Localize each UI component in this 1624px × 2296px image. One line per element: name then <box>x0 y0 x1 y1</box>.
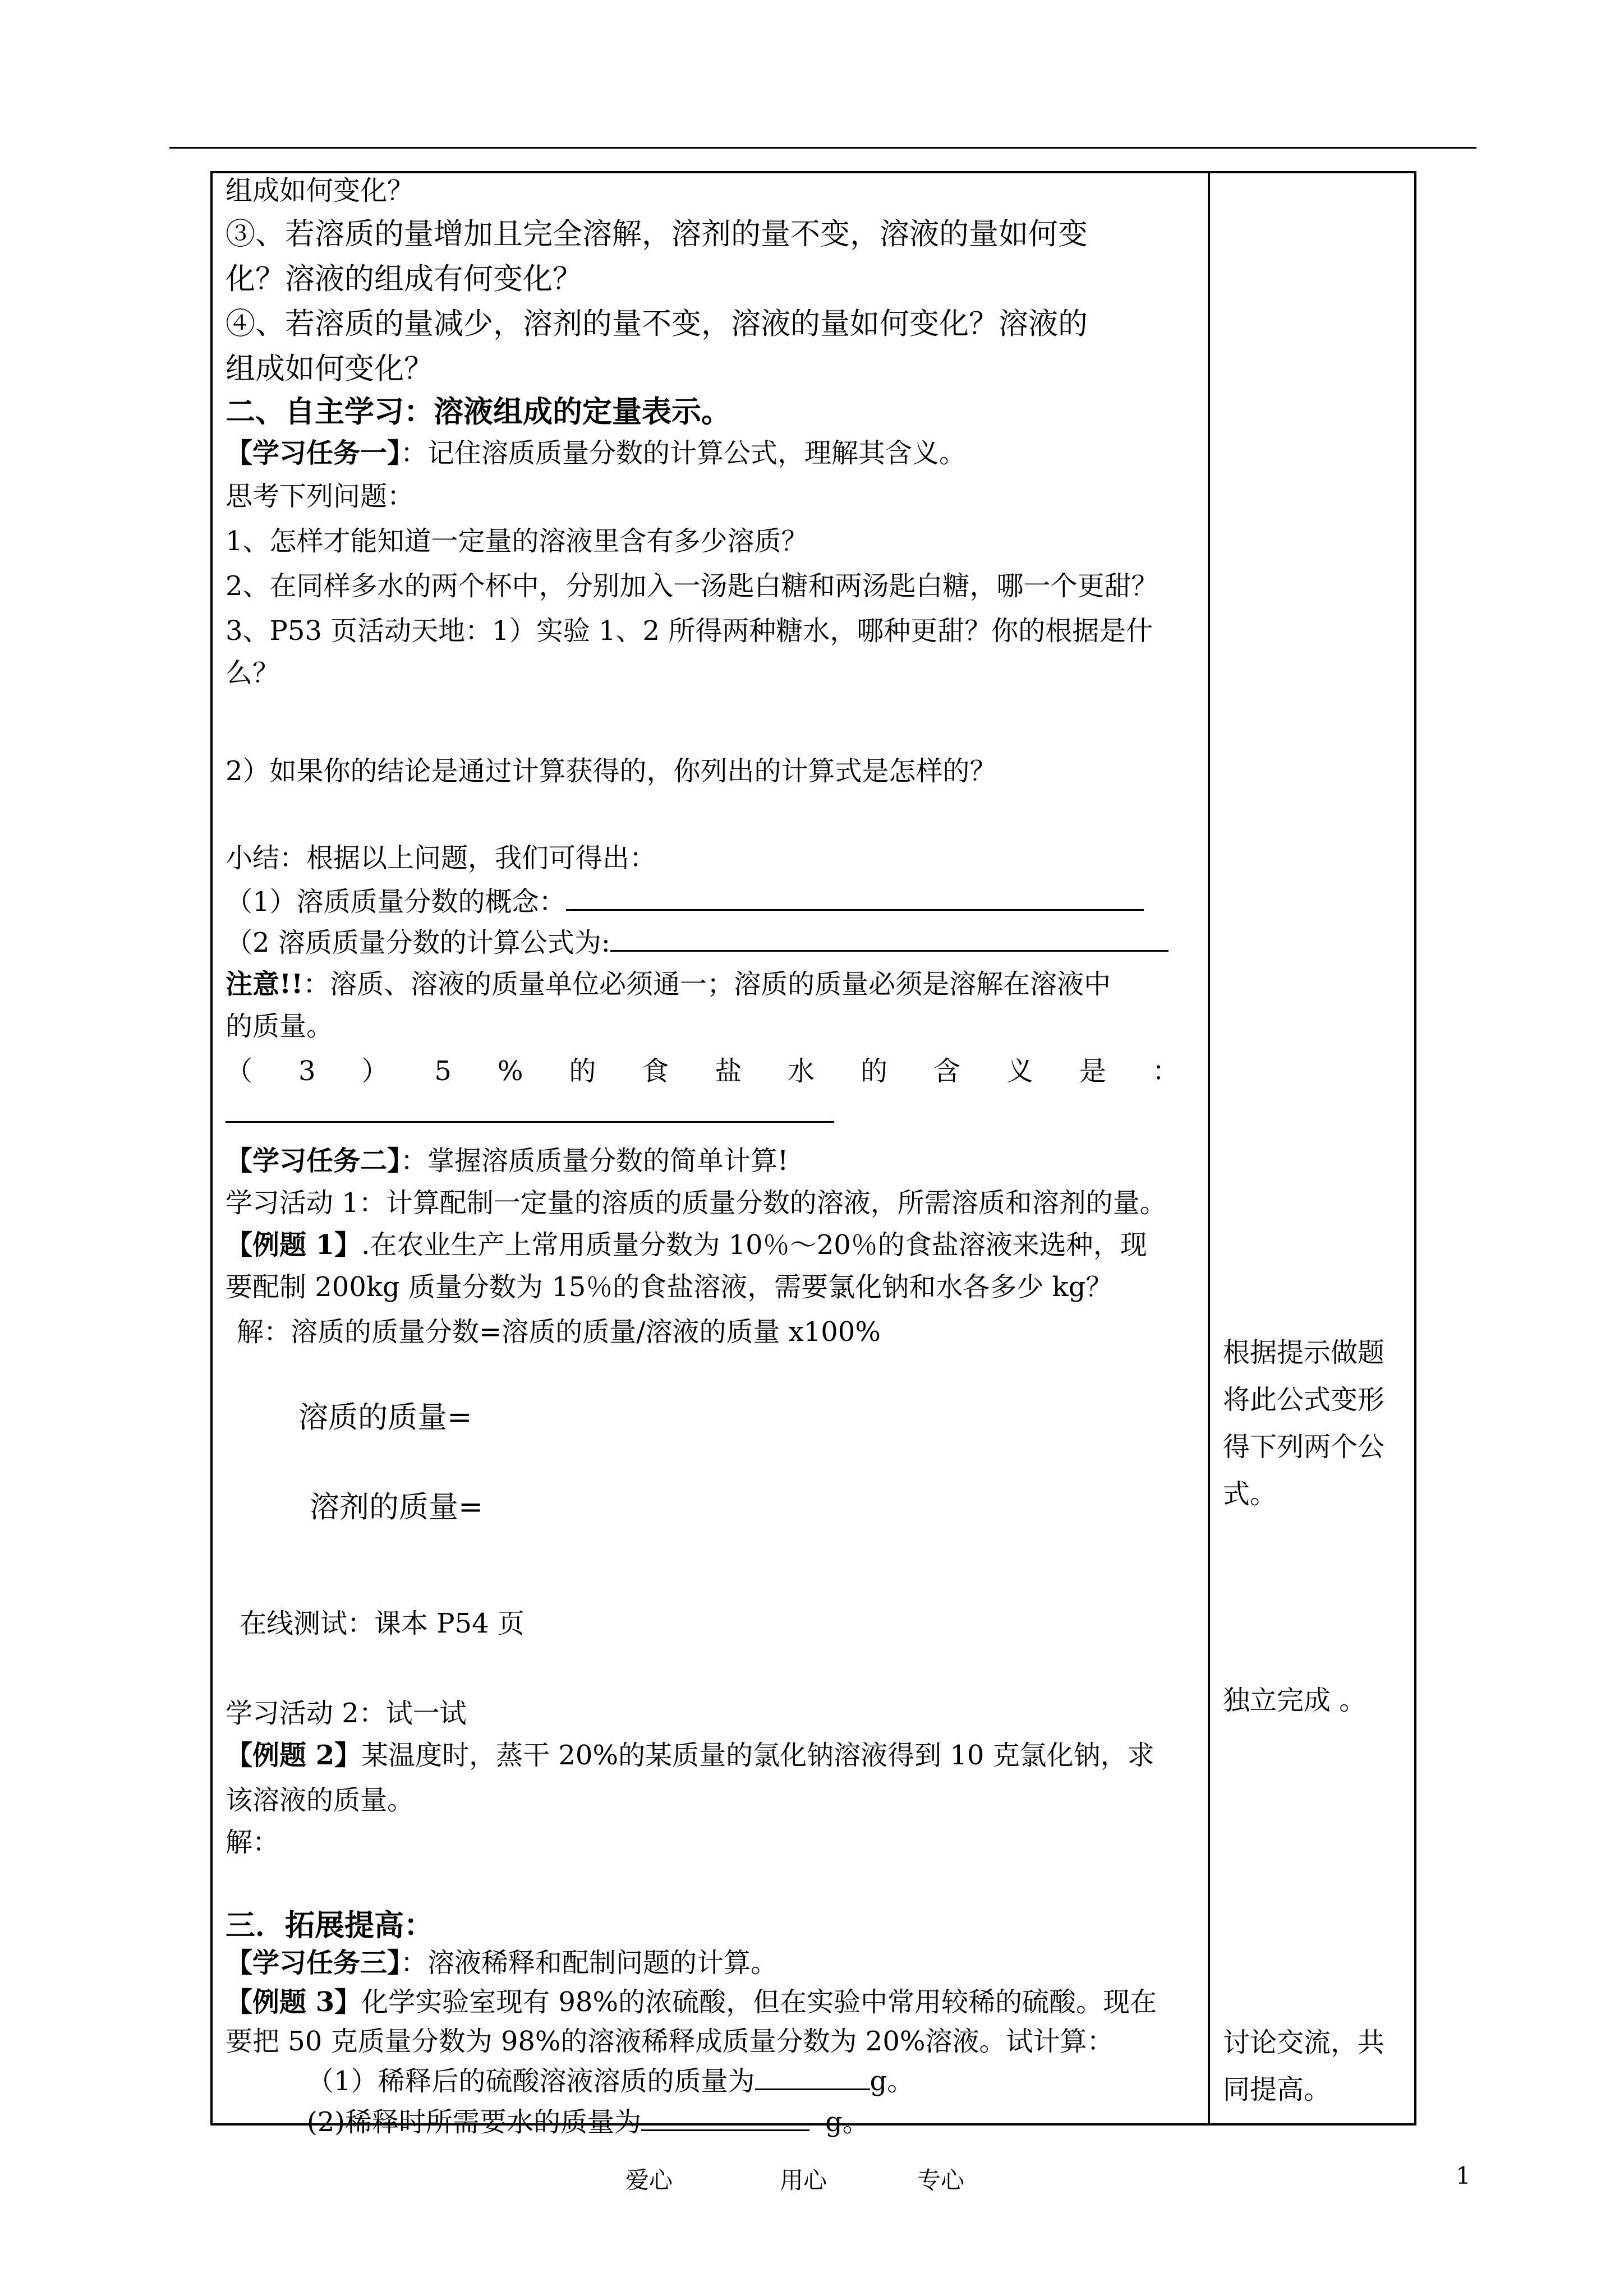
blank-line <box>641 2105 809 2131</box>
question-2: 2、在同样多水的两个杯中，分别加入一汤匙白糖和两汤匙白糖，哪一个更甜？ <box>226 570 1158 602</box>
task2-tag: 【学习任务二】 <box>226 1145 401 1177</box>
unit-label: g。 <box>825 2106 869 2138</box>
summary-item-3: （ 3 ） 5 % 的 食 盐 水 的 含 义 是 ： <box>226 1055 1179 1087</box>
note-text: ：溶质、溶液的质量单位必须通一；溶质的质量必须是溶解在溶液中 <box>303 969 1111 1000</box>
text-line: 组成如何变化？ <box>226 175 415 206</box>
example-2-cont: 该溶液的质量。 <box>226 1785 415 1816</box>
blank-line-row <box>226 1096 834 1131</box>
online-test: 在线测试：课本 P54 页 <box>240 1608 525 1639</box>
task1-text: ：记住溶质质量分数的计算公式，理解其含义。 <box>401 437 967 469</box>
summary-item-2-label: （2 溶质质量分数的计算公式为: <box>226 927 610 958</box>
text-line: ④、若溶质的量减少，溶剂的量不变，溶液的量如何变化？溶液的 <box>226 307 1088 341</box>
example-1 <box>226 1228 1147 1262</box>
page-number: 1 <box>1456 2162 1471 2189</box>
solution-2: 解： <box>226 1827 280 1858</box>
example-2 <box>226 1739 1154 1772</box>
activity-2: 学习活动 2：试一试 <box>226 1698 467 1729</box>
task3-line <box>226 1946 778 1980</box>
solution-1: 解：溶质的质量分数=溶质的质量/溶液的质量 x100% <box>237 1316 881 1348</box>
blank-line <box>610 925 1168 952</box>
section-heading-2: 二、自主学习：溶液组成的定量表示。 <box>226 394 731 429</box>
task1-tag: 【学习任务一】 <box>226 437 401 469</box>
summary-line: 小结：根据以上问题，我们可得出： <box>226 842 657 874</box>
example-1-tag: 【例题 1】 <box>226 1229 362 1261</box>
example-3-q1-text: （1）稀释后的硫酸溶液溶质的质量为 <box>307 2066 755 2097</box>
side-note-independent: 独立完成 。 <box>1223 1685 1367 1716</box>
task2-line <box>226 1144 788 1178</box>
activity-1: 学习活动 1：计算配制一定量的溶质的质量分数的溶液，所需溶质和溶剂的量。 <box>226 1187 1167 1219</box>
task2-text: ：掌握溶质质量分数的简单计算! <box>401 1145 789 1177</box>
task3-text: ：溶液稀释和配制问题的计算。 <box>401 1947 778 1979</box>
example-3-q2-text: (2)稀释时所需要水的质量为 <box>307 2106 641 2138</box>
note-line <box>226 967 1111 1001</box>
header-rule <box>169 147 1476 149</box>
footer-motto-2: 用心 <box>780 2166 827 2194</box>
example-3-text: 化学实验室现有 98%的浓硫酸，但在实验中常用较稀的硫酸。现在 <box>361 1986 1157 2018</box>
blank-line <box>566 884 1144 911</box>
example-2-tag: 【例题 2】 <box>226 1740 362 1771</box>
note-label: 注意!! <box>226 969 303 1000</box>
example-1-text: .在农业生产上常用质量分数为 10％～20％的食盐溶液来选种，现 <box>361 1229 1147 1261</box>
think-line: 思考下列问题： <box>226 481 415 512</box>
note-line-cont: 的质量。 <box>226 1011 334 1042</box>
text-line: ③、若溶质的量增加且完全溶解，溶剂的量不变，溶液的量如何变 <box>226 217 1088 251</box>
example-3-q2 <box>307 2105 869 2139</box>
example-3 <box>226 1985 1157 2019</box>
summary-item-1 <box>226 884 1144 919</box>
task1-line <box>226 436 966 470</box>
solvent-mass: 溶剂的质量= <box>310 1490 484 1524</box>
example-3-q1 <box>307 2064 914 2098</box>
question-1: 1、怎样才能知道一定量的溶液里含有多少溶质？ <box>226 525 808 557</box>
summary-item-1-label: （1）溶质质量分数的概念： <box>226 886 566 918</box>
task3-tag: 【学习任务三】 <box>226 1947 401 1979</box>
question-3: 3、P53 页活动天地：1）实验 1、2 所得两种糖水，哪种更甜？你的根据是什 <box>226 615 1153 647</box>
footer-motto-1: 爱心 <box>625 2166 673 2194</box>
question-3-cont: 么？ <box>226 657 280 689</box>
side-note-hint: 根据提示做题 将此公式变形 得下列两个公 式。 <box>1223 1337 1385 1510</box>
text-line: 化？溶液的组成有何变化？ <box>226 262 582 296</box>
column-divider <box>1208 171 1210 2126</box>
example-3-tag: 【例题 3】 <box>226 1986 362 2018</box>
solute-mass: 溶质的质量= <box>298 1400 472 1435</box>
blank-line <box>755 2064 870 2090</box>
side-note-discuss: 讨论交流，共 同提高。 <box>1223 2027 1385 2105</box>
blank-line <box>226 1096 834 1123</box>
summary-item-2 <box>226 925 1168 960</box>
text-line: 组成如何变化？ <box>226 352 434 386</box>
example-1-cont: 要配制 200kg 质量分数为 15％的食盐溶液，需要氯化钠和水各多少 kg？ <box>226 1271 1113 1303</box>
question-3-part2: 2）如果你的结论是通过计算获得的，你列出的计算式是怎样的？ <box>226 755 997 787</box>
example-2-text: 某温度时，蒸干 20%的某质量的氯化钠溶液得到 10 克氯化钠，求 <box>361 1740 1154 1771</box>
example-3-cont: 要把 50 克质量分数为 98%的溶液稀释成质量分数为 20%溶液。试计算： <box>226 2026 1114 2057</box>
section-heading-3: 三．拓展提高： <box>226 1908 434 1943</box>
footer-motto-3: 专心 <box>917 2166 965 2194</box>
unit-label: g。 <box>869 2066 914 2097</box>
